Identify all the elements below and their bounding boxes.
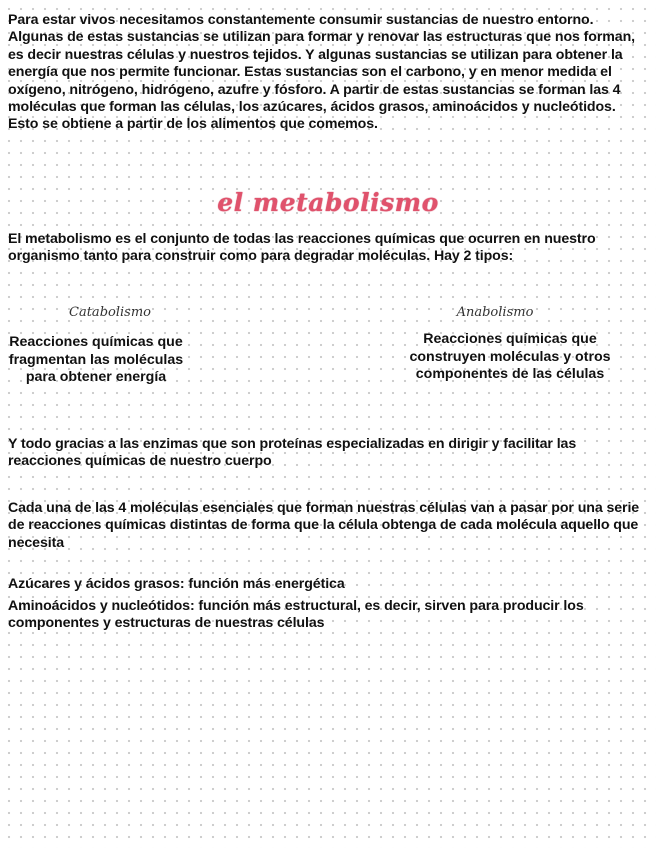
- intro-paragraph: Para estar vivos necesitamos constantemente consumir sustancias de nuestro entorno. Algunas de estas sustancias se utilizan para formar y renovar las estructuras que nos forman, es decir nuestras células y nuestros tejidos. Y algunas sustancias se utilizan para obtener la energía que nos permite funcionar. Estas sustancias son el carbono, y en menor medida el oxígeno, nitrógeno, hidrógeno, azufre y fósforo. A partir de estas sustancias se forman las 4 moléculas que forman las células, los azúcares, ácidos grasos, aminoácidos y nucleótidos. Esto se obtiene a partir de los alimentos que comemos.: [8, 12, 635, 133]
- definition-paragraph: El metabolismo es el conjunto de todas las reacciones químicas que ocurren en nuestro organismo tanto para construir como para degradar moléculas. Hay 2 tipos:: [8, 231, 596, 265]
- page-title: el metabolismo: [217, 188, 439, 217]
- catabolism-description: Reacciones químicas que fragmentan las moléculas para obtener energía: [8, 334, 184, 386]
- anabolism-heading: Anabolismo: [456, 305, 534, 320]
- catabolism-heading: Catabolismo: [69, 305, 151, 320]
- molecules-paragraph: Cada una de las 4 moléculas esenciales que forman nuestras células van a pasar por una serie de reacciones químicas distintas de forma que la célula obtenga de cada molécula aquello que necesita: [8, 500, 640, 551]
- amino-function-line: Aminoácidos y nucleótidos: función más estructural, es decir, sirven para producir los componentes y estructuras de nuestras células: [8, 598, 584, 632]
- anabolism-description: Reacciones químicas que construyen moléculas y otros componentes de las células: [409, 331, 611, 383]
- enzymes-paragraph: Y todo gracias a las enzimas que son proteínas especializadas en dirigir y facilitar las reacciones químicas de nuestro cuerpo: [8, 436, 577, 470]
- sugars-function-line: Azúcares y ácidos grasos: función más energética: [8, 576, 345, 592]
